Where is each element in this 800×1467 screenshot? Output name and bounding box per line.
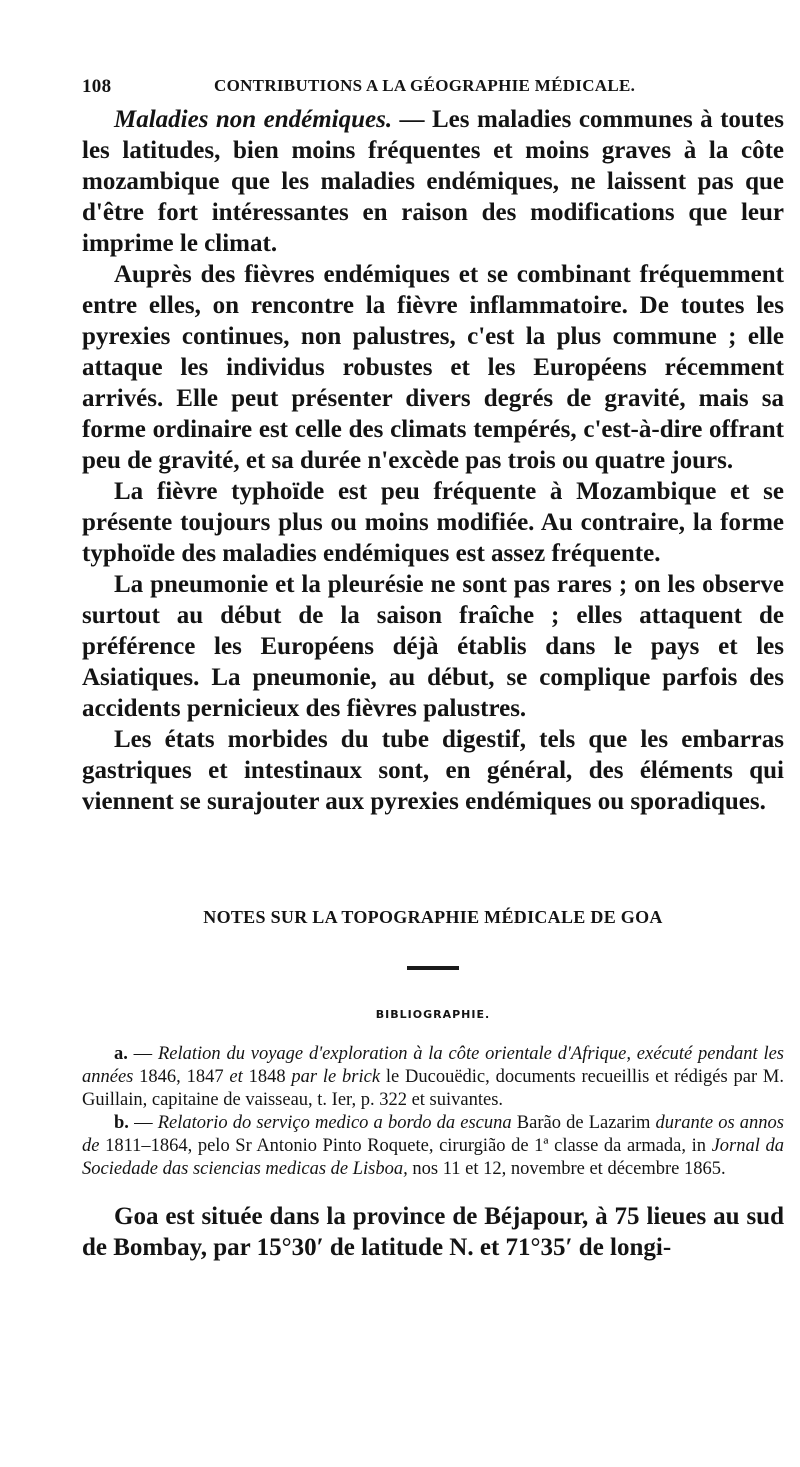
entry-text: 1811–1864, pelo Sr Antonio Pinto Roquete, cirurgião de 1ª classe da armada, in — [99, 1136, 712, 1156]
bibliography-entry-b — [82, 1112, 784, 1181]
entry-during: durante os annos de — [82, 1113, 784, 1156]
bibliography-heading: BIBLIOGRAPHIE. — [375, 1008, 491, 1021]
bibliography — [82, 1043, 784, 1181]
entry-text: le Ducouëdic, documents recueillis et rédigés par M. Guillain, capitaine de vaisseau, t. Ier, p. 322 et suivantes. — [82, 1067, 784, 1110]
entry-text: 1846, 1847 — [133, 1067, 230, 1087]
paragraph-digestive: Les états morbides du tube digestif, tels que les embarras gastriques et intestinaux sont, en général, des éléments qui viennent se surajouter aux pyrexies endémiques ou sporadiques. — [82, 726, 784, 815]
paragraph-inflammatory-fever: Auprès des fièvres endémiques et se combinant fréquemment entre elles, on rencontre la fièvre inflammatoire. De toutes les pyrexies continues, non palustres, c'est la plus commune ; elle attaque les individus robustes et les Européens récemment arrivés. Elle peut présenter divers degrés de gravité, mais sa forme ordinaire est celle des climats tempérés, c'est-à-dire offrant peu de gravité, et sa durée n'excède pas trois ou quatre jours. — [82, 261, 784, 474]
entry-text: Barão de Lazarim — [511, 1113, 656, 1133]
running-head — [82, 72, 784, 104]
paragraph-non-endemic — [82, 104, 784, 259]
section-divider — [407, 966, 459, 970]
main-text — [82, 104, 784, 817]
entry-marker: b. — [114, 1113, 129, 1133]
entry-title: Relatorio do serviço medico a bordo da escuna — [157, 1113, 512, 1133]
entry-by: par le brick — [291, 1067, 381, 1087]
paragraph-goa-location: Goa est située dans la province de Béjapour, à 75 lieues au sud de Bombay, par 15°30′ de latitude N. et 71°35′ de longi- — [82, 1203, 784, 1261]
entry-title: Relation du voyage d'exploration à la côte orientale d'Afrique, exécuté pendant les années — [82, 1044, 785, 1087]
entry-dash: — — [128, 1113, 158, 1133]
closing-text — [82, 1201, 784, 1263]
paragraph-lead: Maladies non endémiques. — [114, 106, 393, 133]
entry-marker: a. — [114, 1044, 128, 1064]
page-number: 108 — [82, 76, 112, 97]
bibliography-entry-a — [82, 1043, 784, 1112]
entry-dash: — — [127, 1044, 158, 1064]
paragraph-pneumonia: La pneumonie et la pleurésie ne sont pas rares ; on les observe surtout au début de la saison fraîche ; elles attaquent de préférence les Européens déjà établis dans le pays et les Asiatiques. La pneumonie, au début, se complique parfois des accidents pernicieux des fièvres palustres. — [82, 571, 784, 722]
paragraph-text: — Les maladies communes à toutes les latitudes, bien moins fréquentes et moins graves à la côte mozambique que les maladies endémiques, ne laissent pas que d'être fort intéressantes en raison des modifications que leur imprime le climat. — [82, 106, 784, 257]
entry-text: nos 11 et 12, novembre et décembre 1865. — [407, 1159, 726, 1179]
entry-conj: et — [229, 1067, 243, 1087]
entry-journal: Jornal da Sociedade das sciencias medicas de Lisboa, — [82, 1136, 784, 1179]
running-title: CONTRIBUTIONS A LA GÉOGRAPHIE MÉDICALE. — [214, 76, 636, 95]
section-title: NOTES SUR LA TOPOGRAPHIE MÉDICALE DE GOA — [203, 907, 663, 927]
entry-text: 1848 — [242, 1067, 292, 1087]
paragraph-typhoid: La fièvre typhoïde est peu fréquente à Mozambique et se présente toujours plus ou moins modifiée. Au contraire, la forme typhoïde des maladies endémiques est assez fréquente. — [82, 478, 784, 567]
